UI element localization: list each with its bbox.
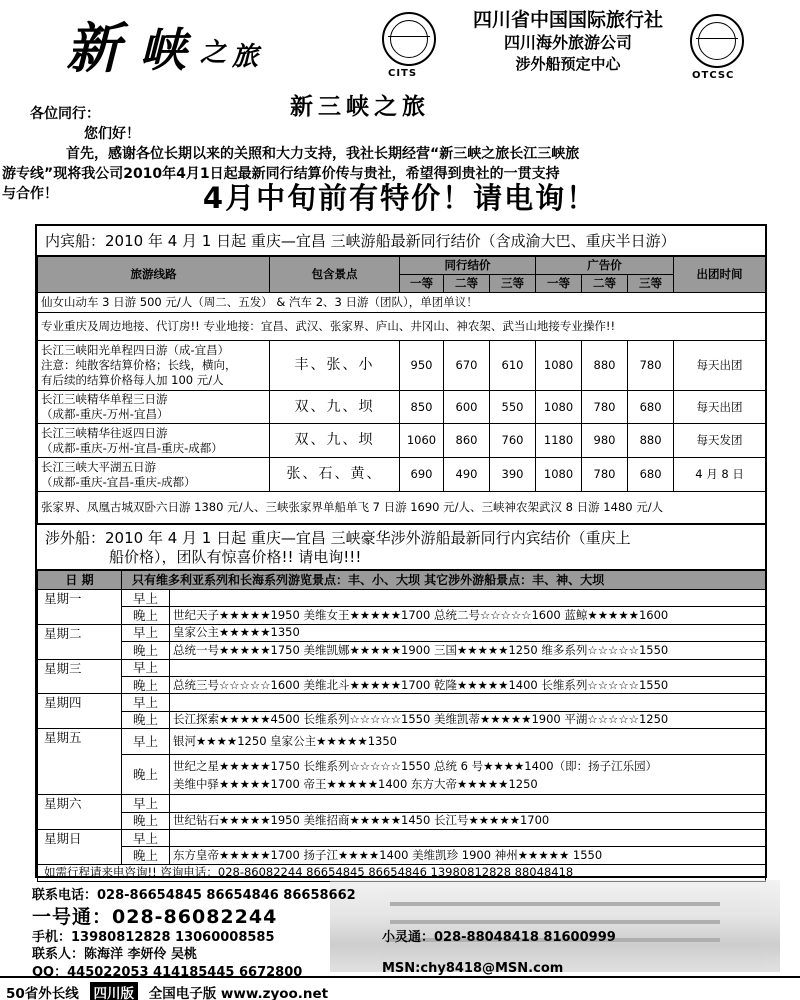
page-footer [0, 976, 800, 1000]
contact-pas: 小灵通：028-88048418 81600999 [382, 930, 616, 945]
ships-evening-line: 世纪之星★★★★★1750 长维系列☆☆☆☆☆1550 总统 6 号★★★★1400（即：扬子江乐园） [173, 758, 658, 773]
day-label: 星期日 [38, 829, 122, 864]
price-cell: 780 [628, 341, 674, 391]
price-cell: 490 [444, 458, 490, 492]
route-note: （成都-重庆-万州-宜昌） [41, 407, 169, 421]
route-name-cell [38, 391, 270, 424]
ships-morning [170, 829, 766, 846]
route-scenic: 双、九、坝 [270, 391, 400, 424]
salutation: 各位同行： [30, 106, 100, 122]
contact-msn: MSN:chy8418@MSN.com [382, 961, 564, 976]
day-label: 星期五 [38, 729, 122, 795]
price-cell: 860 [444, 424, 490, 458]
contact-qq: QQ：445022053 414185445 6672800 [32, 965, 303, 980]
price-cell: 950 [400, 341, 444, 391]
price-cell: 690 [400, 458, 444, 492]
route-note: 注意：纯散客结算价格；长线，横向， [41, 358, 237, 372]
price-cell: 390 [490, 458, 536, 492]
price-cell: 680 [628, 458, 674, 492]
foreign-caption [37, 524, 765, 570]
price-cell: 610 [490, 341, 536, 391]
header-depart: 出团时间 [674, 257, 766, 293]
route-note: （成都-重庆-宜昌-重庆-成都） [41, 474, 196, 489]
day-label: 星期二 [38, 624, 122, 659]
logo-char-4: 旅 [232, 42, 259, 72]
agency-line-1: 四川省中国国际旅行社 [472, 9, 663, 31]
contact-hotline: 一号通：028-86082244 [32, 906, 278, 928]
ships-evening: 总统三号☆☆☆☆☆1600 美维北斗★★★★★1700 乾隆★★★★★1400 长维系列☆☆☆☆☆1550 [170, 676, 766, 693]
route-row [38, 424, 766, 458]
slot-evening: 晚上 [122, 711, 170, 728]
price-cell: 1180 [536, 424, 582, 458]
header-class: 一等 [400, 275, 444, 293]
promo-headline: 4月中旬前有特价！请电询！ [202, 181, 598, 215]
route-note: （成都-重庆-万州-宜昌-重庆-成都） [41, 440, 223, 455]
schedule-footnote: 如需行程请来电咨询!! 咨询电话：028-86082244 86654845 86654846 13980812828 88048418 [38, 864, 766, 881]
day-label: 星期一 [38, 590, 122, 625]
depart-cell: 4 月 8 日 [674, 458, 766, 492]
otcsc-seal-icon [690, 14, 744, 68]
header [0, 0, 800, 92]
route-name: 长江三峡大平湖五日游 [41, 459, 156, 474]
price-cell: 1060 [400, 424, 444, 458]
header-route: 旅游线路 [38, 257, 270, 293]
slot-evening: 晚上 [122, 607, 170, 624]
agency-line-2: 四川海外旅游公司 [503, 33, 632, 52]
slot-morning: 早上 [122, 729, 170, 755]
intro-body-line-3: 与合作！ [2, 186, 58, 202]
slot-morning: 早上 [122, 829, 170, 846]
route-row [38, 341, 766, 391]
header-class: 三等 [628, 275, 674, 293]
header-class: 二等 [582, 275, 628, 293]
ships-evening-line: 美维中驿★★★★★1700 帝王★★★★★1400 东方大帝★★★★★1250 [173, 776, 538, 791]
ships-morning [170, 659, 766, 676]
header-date: 日 期 [38, 571, 122, 590]
page-title: 新三峡之旅 [290, 94, 430, 120]
day-label: 星期四 [38, 694, 122, 729]
route-row [38, 458, 766, 492]
price-cell: 880 [582, 341, 628, 391]
slot-evening: 晚上 [122, 676, 170, 693]
price-cell: 670 [444, 341, 490, 391]
day-label: 星期六 [38, 795, 122, 830]
route-name: 长江三峡阳光单程四日游（成-宜昌） [41, 343, 230, 357]
ships-morning [170, 590, 766, 607]
ships-morning [170, 694, 766, 711]
slot-morning: 早上 [122, 659, 170, 676]
price-cell: 980 [582, 424, 628, 458]
intro-body-line-2: 游专线”现将我公司2010年4月1日起最新同行结算价传与贵社，希望得到贵社的一贯支持 [2, 166, 560, 182]
contact-phone: 联系电话：028-86654845 86654846 86658662 [32, 888, 356, 903]
header-peer-price: 同行结价 [400, 257, 536, 275]
slot-morning: 早上 [122, 590, 170, 607]
greeting: 您们好！ [84, 126, 140, 142]
ships-evening: 世纪天子★★★★★1950 美维女王★★★★★1700 总统二号☆☆☆☆☆1600 蓝鲸★★★★★1600 [170, 607, 766, 624]
header-desc: 只有维多利亚系列和长海系列游览景点：丰、小、大坝 其它涉外游船景点：丰、神、大坝 [122, 571, 766, 590]
header-class: 二等 [444, 275, 490, 293]
slot-morning: 早上 [122, 624, 170, 641]
price-cell: 760 [490, 424, 536, 458]
footer-edition-tag: 四川版 [90, 982, 139, 1000]
note-row: 专业重庆及周边地接、代订房!! 专业地接：宜昌、武汉、张家界、庐山、井冈山、神农架、武当山地接专业操作!! [38, 313, 766, 341]
note-row: 仙女山动车 3 日游 500 元/人（周二、五发） & 汽车 2、3 日游（团队），单团单议！ [38, 293, 766, 313]
domestic-price-table [37, 256, 766, 524]
footer-right: 全国电子版 www.zyoo.net [148, 986, 329, 1000]
slot-morning: 早上 [122, 795, 170, 812]
contact-block [32, 882, 792, 980]
price-box [35, 224, 767, 878]
ships-evening: 世纪钻石★★★★★1950 美维招商★★★★★1450 长江号★★★★★1700 [170, 812, 766, 829]
ships-morning: 银河★★★★1250 皇家公主★★★★★1350 [170, 729, 766, 755]
price-cell: 850 [400, 391, 444, 424]
price-cell: 550 [490, 391, 536, 424]
price-cell: 780 [582, 458, 628, 492]
slot-evening: 晚上 [122, 755, 170, 795]
route-name: 长江三峡精华单程三日游 [41, 392, 168, 406]
slot-morning: 早上 [122, 694, 170, 711]
price-cell: 600 [444, 391, 490, 424]
route-note: 有后续的结算价格每人加 100 元/人 [41, 373, 224, 387]
header-class: 一等 [536, 275, 582, 293]
logo-char-2: 峡 [140, 23, 186, 77]
foreign-caption-line-1: 涉外船：2010 年 4 月 1 日起 重庆—宜昌 三峡豪华涉外游船最新同行内宾结价（重庆上 [45, 529, 631, 547]
route-scenic: 双、九、坝 [270, 424, 400, 458]
intro-body-line-1: 首先，感谢各位长期以来的关照和大力支持，我社长期经营“新三峡之旅长江三峡旅 [66, 146, 580, 162]
header-ad-price: 广告价 [536, 257, 674, 275]
price-cell: 1080 [536, 458, 582, 492]
cits-globe-icon [382, 12, 436, 66]
domestic-caption: 内宾船：2010 年 4 月 1 日起 重庆—宜昌 三峡游船最新同行结价（含成渝大巴、重庆半日游） [37, 226, 765, 256]
price-cell: 780 [582, 391, 628, 424]
foreign-schedule-table [37, 570, 766, 882]
slot-evening: 晚上 [122, 812, 170, 829]
route-row [38, 391, 766, 424]
contact-people: 联系人：陈海洋 李妍伶 吴桃 [32, 947, 198, 962]
header-scenic: 包含景点 [270, 257, 400, 293]
ships-morning: 皇家公主★★★★★1350 [170, 624, 766, 641]
price-cell: 1080 [536, 391, 582, 424]
header-class: 三等 [490, 275, 536, 293]
slot-evening: 晚上 [122, 642, 170, 659]
depart-cell: 每天出团 [674, 391, 766, 424]
ships-evening: 东方皇帝★★★★★1700 扬子江★★★★1400 美维凯珍 1900 神州★★★★★ 1550 [170, 847, 766, 864]
xin-xia-zhi-lv-logo [60, 6, 280, 80]
route-name-cell [38, 424, 270, 458]
logo-char-1: 新 [66, 16, 120, 80]
logo-char-3: 之 [200, 38, 227, 68]
route-scenic: 丰、张、小 [270, 341, 400, 391]
footer-left: 50省外长线 [6, 986, 79, 1000]
depart-cell: 每天出团 [674, 341, 766, 391]
route-name: 长江三峡精华往返四日游 [41, 425, 168, 440]
ships-morning [170, 795, 766, 812]
day-label: 星期三 [38, 659, 122, 694]
agency-name-block [448, 8, 688, 74]
price-cell: 880 [628, 424, 674, 458]
foreign-caption-line-2: 船价格），团队有惊喜价格!! 请电询!!! [109, 548, 362, 566]
route-name-cell [38, 341, 270, 391]
note-row: 张家界、凤凰古城双卧六日游 1380 元/人、三峡张家界单船单飞 7 日游 1690 元/人、三峡神农架武汉 8 日游 1480 元/人 [38, 492, 766, 524]
depart-cell: 每天发团 [674, 424, 766, 458]
price-cell: 1080 [536, 341, 582, 391]
ships-evening [170, 755, 766, 795]
agency-line-3: 涉外船预定中心 [515, 55, 621, 73]
ships-evening: 长江探索★★★★★4500 长维系列☆☆☆☆☆1550 美维凯蒂★★★★★1900 平湖☆☆☆☆☆1250 [170, 711, 766, 728]
ships-evening: 总统一号★★★★★1750 美维凯娜★★★★★1900 三国★★★★★1250 维多系列☆☆☆☆☆1550 [170, 642, 766, 659]
price-cell: 680 [628, 391, 674, 424]
slot-evening: 晚上 [122, 847, 170, 864]
contact-mobile: 手机：13980812828 13060008585 [32, 930, 275, 945]
cits-caption: CITS [388, 68, 418, 79]
otcsc-caption: OTCSC [692, 70, 735, 81]
route-name-cell [38, 458, 270, 492]
route-scenic: 张、石、黄、 [270, 458, 400, 492]
